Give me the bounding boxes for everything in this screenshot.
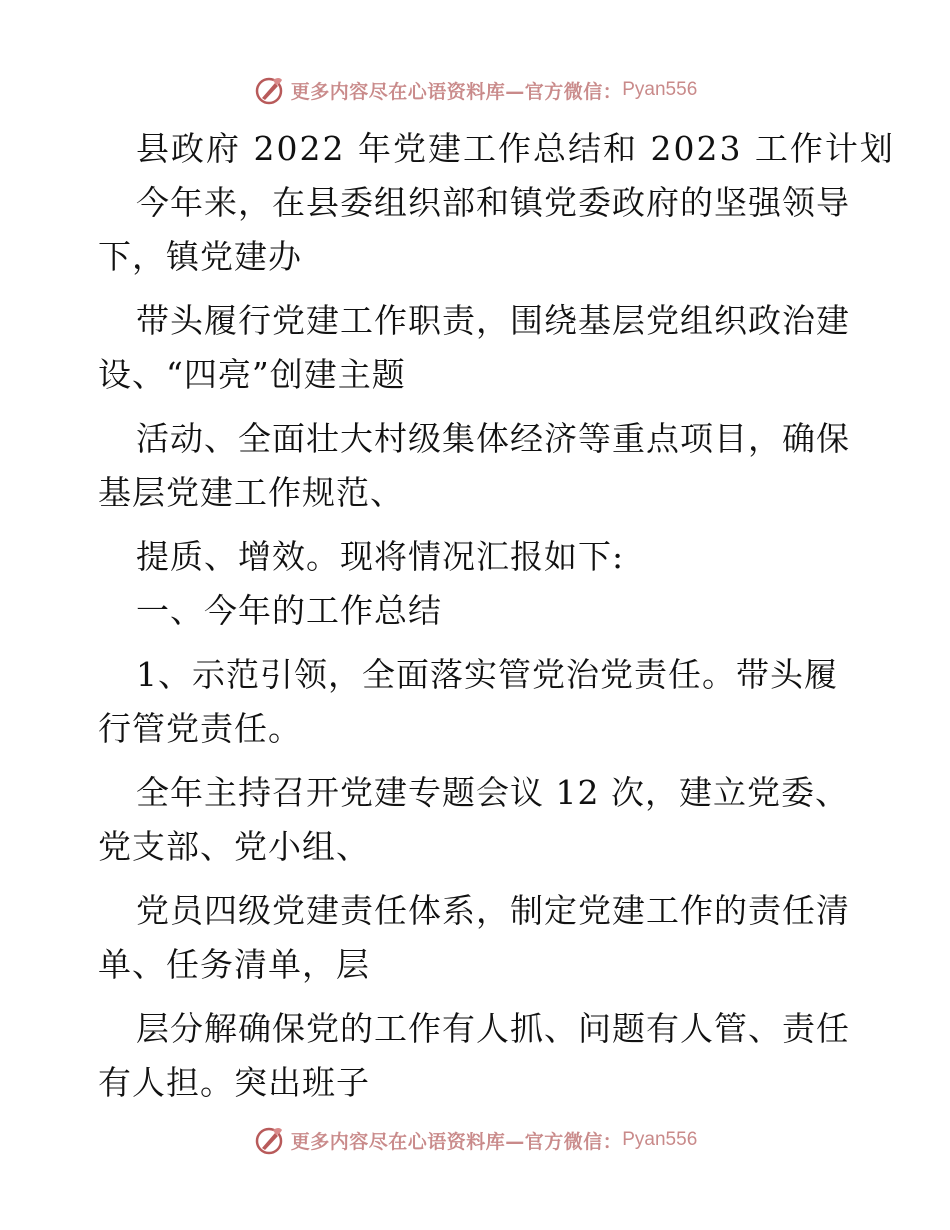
paragraph-line: 提质、增效。现将情况汇报如下: (136, 537, 625, 576)
paragraph-line: 单、任务清单，层 (98, 945, 370, 984)
paragraph-line: 下，镇党建办 (98, 237, 302, 276)
paragraph-line: 活动、全面壮大村级集体经济等重点项目，确保 (136, 419, 850, 458)
paragraph-line: 党员四级党建责任体系，制定党建工作的责任清 (136, 891, 850, 930)
paragraph-line: 层分解确保党的工作有人抓、问题有人管、责任 (136, 1009, 850, 1048)
watermark-wechat-id: Pyan556 (622, 79, 698, 100)
paragraph-line: 1、示范引领，全面落实管党治党责任。带头履 (136, 655, 838, 694)
paragraph-line: 基层党建工作规范、 (98, 473, 404, 512)
pen-logo-icon (253, 74, 285, 106)
watermark-text: 更多内容尽在心语资料库—官方微信： (290, 1130, 623, 1153)
paragraph-line: 设、“四亮”创建主题 (98, 355, 406, 394)
document-body (98, 122, 895, 1110)
watermark-wechat-id: Pyan556 (622, 1129, 698, 1150)
section-heading: 一、今年的工作总结 (136, 591, 442, 630)
paragraph-line: 全年主持召开党建专题会议 12 次，建立党委、 (136, 773, 849, 812)
paragraph-line: 今年来，在县委组织部和镇党委政府的坚强领导 (136, 183, 850, 222)
paragraph-line: 行管党责任。 (98, 709, 302, 748)
paragraph-line: 党支部、党小组、 (98, 827, 370, 866)
header-watermark-banner (0, 70, 950, 110)
paragraph-line: 有人担。突出班子 (98, 1063, 370, 1102)
document-title: 县政府 2022 年党建工作总结和 2023 工作计划 (136, 129, 895, 168)
pen-logo-icon (253, 1124, 285, 1156)
paragraph-line: 带头履行党建工作职责，围绕基层党组织政治建 (136, 301, 850, 340)
watermark-text: 更多内容尽在心语资料库—官方微信： (290, 80, 623, 103)
footer-watermark-banner (0, 1120, 950, 1160)
